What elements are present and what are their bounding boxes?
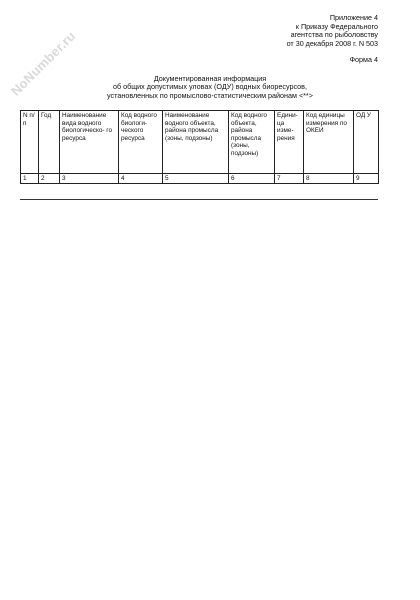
- appendix-line: Приложение 4: [329, 13, 378, 22]
- column-header: Наименование водного объекта, района промысла (зоны, подзоны): [163, 111, 229, 174]
- form-label: Форма 4: [349, 55, 378, 64]
- title-line: установленных по промыслово-статистическим районам <**>: [107, 90, 313, 100]
- column-number: 8: [304, 174, 354, 184]
- column-header: N п/п: [21, 111, 39, 174]
- table-header-row: [21, 111, 379, 174]
- column-number: 7: [275, 174, 304, 184]
- watermark: NoNumber.ru: [8, 28, 79, 99]
- column-number: 3: [60, 174, 119, 184]
- column-header: ОД У: [354, 111, 379, 174]
- column-number: 1: [21, 174, 39, 184]
- table-number-row: [21, 174, 379, 184]
- appendix-line: к Приказу Федерального: [295, 21, 378, 31]
- column-number: 9: [354, 174, 379, 184]
- title-line: Документированная информация: [153, 74, 267, 83]
- column-header: Код водного объекта, района промысла (зоны, подзоны): [229, 111, 275, 174]
- title-line: об общих допустимых уловах (ОДУ) водных биоресурсов,: [113, 82, 307, 92]
- column-header: Код единицы измерения по ОКЕИ: [304, 111, 354, 174]
- document-title: [0, 75, 420, 100]
- appendix-line: агентства по рыболовству: [290, 30, 378, 40]
- column-header: Едини- ца изме- рения: [275, 111, 304, 174]
- appendix-header: [198, 14, 378, 48]
- column-number: 6: [229, 174, 275, 184]
- data-table: [20, 110, 379, 184]
- appendix-line: от 30 декабря 2008 г. N 503: [286, 38, 378, 48]
- column-header: Код водного биологи- ческого ресурса: [119, 111, 163, 174]
- column-number: 5: [163, 174, 229, 184]
- column-header: Год: [39, 111, 60, 174]
- column-number: 4: [119, 174, 163, 184]
- column-header: Наименование вида водного биологическо- го ресурса: [60, 111, 119, 174]
- column-number: 2: [39, 174, 60, 184]
- footnote-divider: [20, 199, 378, 200]
